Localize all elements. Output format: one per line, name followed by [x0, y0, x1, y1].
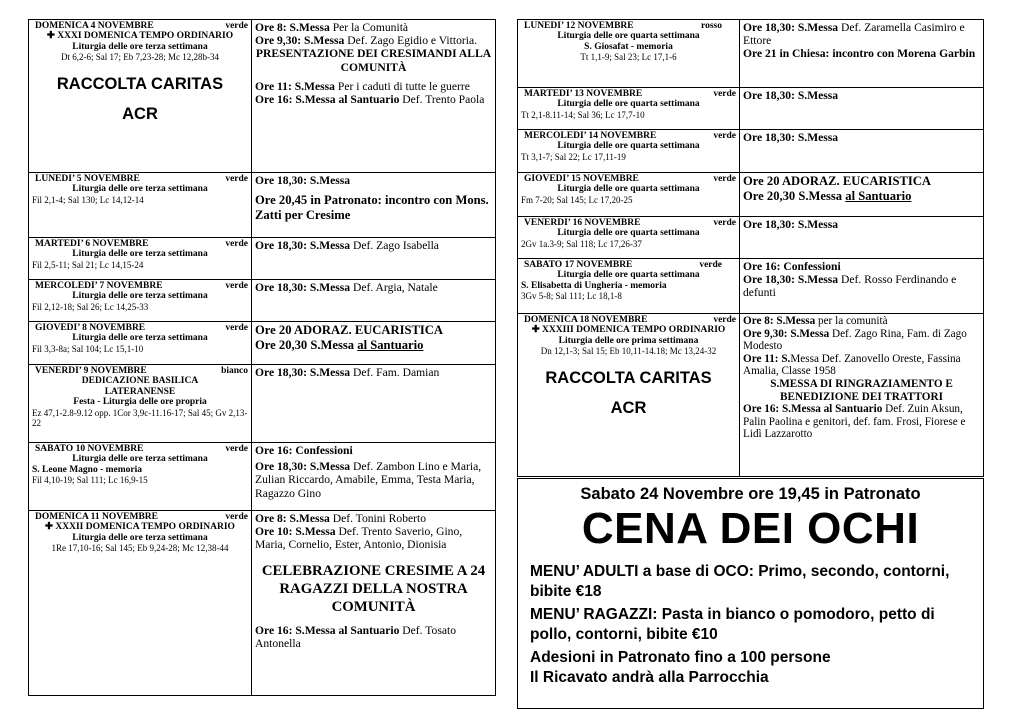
tractor-blessing-note: S.MESSA DI RINGRAZIAMENTO E BENEDIZIONE DEI TRATTORI	[770, 377, 953, 403]
day-row	[518, 314, 984, 477]
readings: Dt 6,2-6; Sal 17; Eb 7,23-28; Mc 12,28b-34	[61, 52, 219, 63]
events-cell: Ore 8: S.Messa per la comunità Ore 9,30: S.Messa Def. Zago Rina, Fam. di Zago Modesto Ore 11: S.Messa Def. Zanovello Oreste, Fassina Amalia, Classe 1958 S.MESSA DI RINGRAZIAMENTO E BENEDIZIONE DEI TRATTORI Ore 16: S.Messa al Santuario Def. Zuin Aksun, Palin Paolina e genitori, def. fam. Frosi, Fiorese e Lidì Lazzarotto	[740, 314, 984, 477]
day-header: MERCOLEDI’ 7 NOVEMBRE verde	[35, 281, 248, 291]
cresime-celebration: CELEBRAZIONE CRESIME A 24 RAGAZZI DELLA NOSTRA COMUNITÀ	[261, 562, 486, 615]
caritas-label: RACCOLTA CARITAS	[545, 368, 712, 387]
day-row	[518, 130, 984, 173]
day-cell: LUNEDI’ 12 NOVEMBRE rosso Liturgia delle ore quarta settimana S. Giosafat - memoria Tt 1,1-9; Sal 23; Lc 17,1-6	[518, 20, 740, 88]
events-cell: Ore 18,30: S.Messa	[740, 217, 984, 259]
events-cell: Ore 18,30: S.Messa Ore 20,45 in Patronato: incontro con Mons. Zatti per Cresime	[252, 173, 496, 238]
events-cell: Ore 18,30: S.Messa Def. Zago Isabella	[252, 238, 496, 280]
dinner-announcement	[517, 478, 984, 709]
day-cell: MARTEDI’ 13 NOVEMBRE verde Liturgia delle ore quarta settimana Tt 2,1-8.11-14; Sal 36; Lc 17,7-10	[518, 88, 740, 130]
day-cell: DOMENICA 11 NOVEMBRE verde ✚ XXXII DOMENICA TEMPO ORDINARIO Liturgia delle ore terza settimana 1Re 17,10-16; Sal 145; Eb 9,24-28; Mc 12,38-44	[29, 511, 252, 696]
day-row	[29, 443, 496, 511]
day-header: GIOVEDI’ 8 NOVEMBRE verde	[35, 323, 248, 333]
dinner-title: CENA DEI OCHI	[581, 504, 920, 553]
events-cell: Ore 16: Confessioni Ore 18,30: S.Messa Def. Rosso Ferdinando e defunti	[740, 259, 984, 314]
adult-menu: MENU’ ADULTI a base di OCO: Primo, secondo, contorni, bibite €18	[530, 563, 950, 600]
calendar-left	[28, 19, 496, 696]
proceeds-note: Il Ricavato andrà alla Parrocchia	[530, 668, 769, 686]
kids-menu: MENU’ RAGAZZI: Pasta in bianco o pomodoro, petto di pollo, contorni, bibite €10	[530, 606, 935, 643]
dinner-date: Sabato 24 Novembre ore 19,45 in Patronato	[580, 485, 921, 503]
day-cell: MERCOLEDI’ 14 NOVEMBRE verde Liturgia delle ore quarta settimana Tt 3,1-7; Sal 22; Lc 17,11-19	[518, 130, 740, 173]
events-cell: Ore 18,30: S.Messa Def. Argia, Natale	[252, 280, 496, 322]
day-row	[518, 20, 984, 88]
events-cell: Ore 18,30: S.Messa	[740, 88, 984, 130]
day-row	[29, 173, 496, 238]
day-row	[29, 511, 496, 696]
events-cell: Ore 16: Confessioni Ore 18,30: S.Messa Def. Zambon Lino e Maria, Zulian Riccardo, Amabile, Emma, Testa Maria, Ragazzo Gino	[252, 443, 496, 511]
day-header: SABATO 10 NOVEMBRE verde	[35, 444, 248, 454]
events-cell: Ore 20 ADORAZ. EUCARISTICA Ore 20,30 S.Messa al Santuario	[740, 173, 984, 217]
day-header: GIOVEDI’ 15 NOVEMBRE verde	[524, 174, 736, 184]
day-header: MARTEDI’ 6 NOVEMBRE verde	[35, 239, 248, 249]
day-cell: MARTEDI’ 6 NOVEMBRE verde Liturgia delle ore terza settimana Fil 2,5-11; Sal 21; Lc 14,15-24	[29, 238, 252, 280]
events-cell: Ore 18,30: S.Messa Def. Zaramella Casimiro e Ettore Ore 21 in Chiesa: incontro con Morena Garbin	[740, 20, 984, 88]
day-cell: SABATO 17 NOVEMBRE verde Liturgia delle ore quarta settimana S. Elisabetta di Ungheria - memoria 3Gv 5-8; Sal 111; Lc 18,1-8	[518, 259, 740, 314]
day-header: LUNEDI’ 5 NOVEMBRE verde	[35, 174, 248, 184]
day-cell: VENERDI’ 9 NOVEMBRE bianco DEDICAZIONE BASILICA LATERANENSE Festa - Liturgia delle ore propria Ez 47,1-2.8-9.12 opp. 1Cor 3,9c-11.16-17; Sal 45; Gv 2,13-22	[29, 365, 252, 443]
day-header: SABATO 17 NOVEMBRE verde	[524, 260, 722, 270]
day-header: MARTEDI’ 13 NOVEMBRE verde	[524, 89, 736, 99]
events-cell: Ore 8: S.Messa Def. Tonini Roberto Ore 10: S.Messa Def. Trento Saverio, Gino, Maria, Cornelio, Ester, Antonio, Dionisia CELEBRAZIONE CRESIME A 24 RAGAZZI DELLA NOSTRA COMUNITÀ Ore 16: S.Messa al Santuario Def. Tosato Antonella	[252, 511, 496, 696]
registration-note: Adesioni in Patronato fino a 100 persone	[530, 649, 831, 666]
day-header: DOMENICA 4 NOVEMBRE verde	[35, 21, 248, 31]
day-cell	[29, 20, 252, 173]
day-row	[29, 238, 496, 280]
day-header: DOMENICA 11 NOVEMBRE verde	[35, 512, 248, 522]
liturgy-hours: Liturgia delle ore terza settimana	[72, 41, 208, 52]
acr-label: ACR	[610, 399, 647, 418]
day-header: VENERDI’ 9 NOVEMBRE bianco	[35, 366, 248, 376]
day-cell: GIOVEDI’ 15 NOVEMBRE verde Liturgia delle ore quarta settimana Fm 7-20; Sal 145; Lc 17,20-25	[518, 173, 740, 217]
day-row	[29, 365, 496, 443]
events-cell: Ore 8: S.Messa Per la Comunità Ore 9,30: S.Messa Def. Zago Egidio e Vittoria. PRESENTAZIONE DEI CRESIMANDI ALLA COMUNITÀ Ore 11: S.Messa Per i caduti di tutte le guerre Ore 16: S.Messa al Santuario Def. Trento Paola	[252, 20, 496, 173]
calendar-right	[517, 19, 984, 477]
day-header: VENERDI’ 16 NOVEMBRE verde	[524, 218, 736, 228]
day-row	[518, 259, 984, 314]
liturgical-title: ✚ XXXII DOMENICA TEMPO ORDINARIO	[45, 522, 235, 533]
day-cell: VENERDI’ 16 NOVEMBRE verde Liturgia delle ore quarta settimana 2Gv 1a.3-9; Sal 118; Lc 17,26-37	[518, 217, 740, 259]
acr-label: ACR	[122, 105, 158, 124]
day-cell: GIOVEDI’ 8 NOVEMBRE verde Liturgia delle ore terza settimana Fil 3,3-8a; Sal 104; Lc 15,1-10	[29, 322, 252, 365]
day-header: LUNEDI’ 12 NOVEMBRE rosso	[524, 21, 722, 31]
day-cell: SABATO 10 NOVEMBRE verde Liturgia delle ore terza settimana S. Leone Magno - memoria Fil 4,10-19; Sal 111; Lc 16,9-15	[29, 443, 252, 511]
events-cell: Ore 18,30: S.Messa	[740, 130, 984, 173]
events-cell: Ore 18,30: S.Messa Def. Fam. Damian	[252, 365, 496, 443]
liturgical-title: ✚ XXXIII DOMENICA TEMPO ORDINARIO	[531, 325, 726, 336]
day-row	[518, 173, 984, 217]
events-cell: Ore 20 ADORAZ. EUCARISTICA Ore 20,30 S.Messa al Santuario	[252, 322, 496, 365]
cresimandi-note: PRESENTAZIONE DEI CRESIMANDI ALLA COMUNITÀ	[255, 47, 492, 74]
day-row	[29, 280, 496, 322]
day-cell: MERCOLEDI’ 7 NOVEMBRE verde Liturgia delle ore terza settimana Fil 2,12-18; Sal 26; Lc 14,25-33	[29, 280, 252, 322]
day-header: MERCOLEDI’ 14 NOVEMBRE verde	[524, 131, 736, 141]
day-cell: DOMENICA 18 NOVEMBRE verde ✚ XXXIII DOMENICA TEMPO ORDINARIO Liturgia delle ore prima settimana Dn 12,1-3; Sal 15; Eb 10,11-14.18; Mc 13,24-32 RACCOLTA CARITAS ACR	[518, 314, 740, 477]
caritas-label: RACCOLTA CARITAS	[56, 74, 224, 93]
liturgical-title: ✚ XXXI DOMENICA TEMPO ORDINARIO	[46, 31, 234, 42]
day-cell: LUNEDI’ 5 NOVEMBRE verde Liturgia delle ore terza settimana Fil 2,1-4; Sal 130; Lc 14,12-14	[29, 173, 252, 238]
day-row	[518, 88, 984, 130]
day-header: DOMENICA 18 NOVEMBRE verde	[524, 315, 736, 325]
day-row	[29, 322, 496, 365]
day-row	[518, 217, 984, 259]
day-row	[29, 20, 496, 173]
